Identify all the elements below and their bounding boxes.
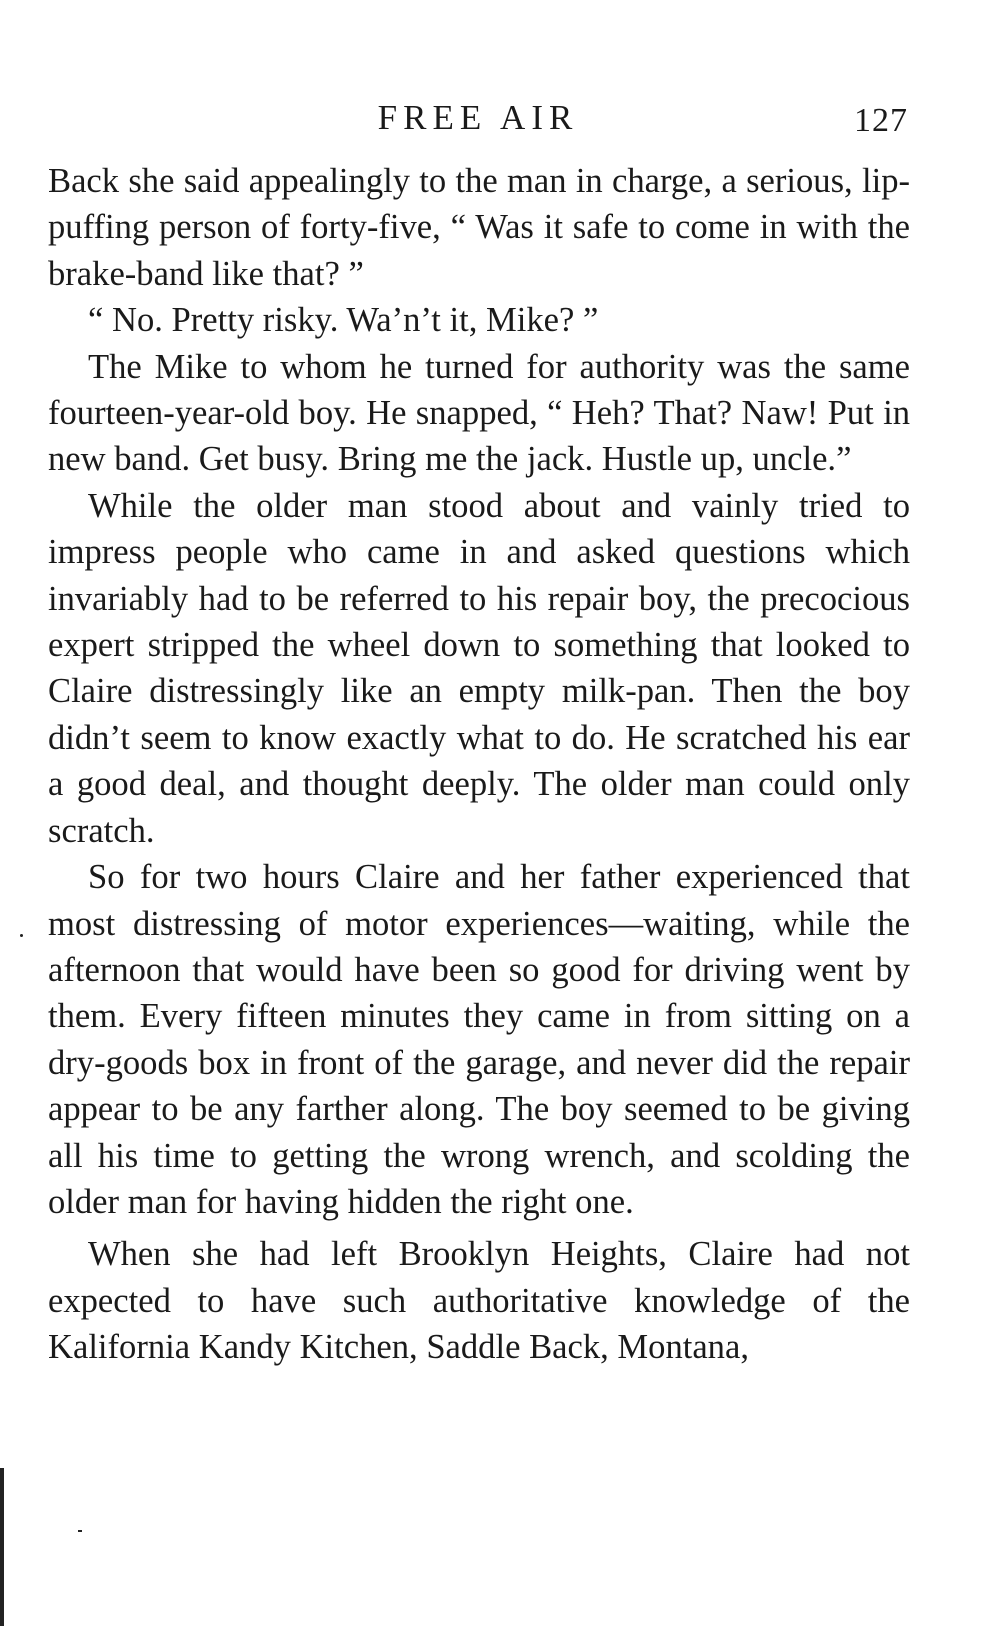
- paragraph: While the older man stood about and vainly tried to impress people who came in and asked questions which invariably had to be referred to his repair boy, the precocious expert stripped the wheel down to something that looked to Claire distressingly like an empty milk-pan. Then the boy didn’t seem to know exactly what to do. He scratched his ear a good deal, and thought deeply. The older man could only scratch.: [48, 486, 910, 850]
- scan-speck: [20, 934, 23, 937]
- running-title: FREE AIR: [377, 98, 579, 137]
- paragraph: “ No. Pretty risky. Wa’n’t it, Mike? ”: [88, 301, 599, 340]
- paragraph: The Mike to whom he turned for authority was the same fourteen-year-old boy. He snapped, “ Heh? That? Naw! Put in new band. Get busy. Bring me the jack. Hustle up, uncle.”: [48, 347, 910, 479]
- scan-speck: [78, 1530, 82, 1532]
- scan-edge-mark: [0, 1468, 4, 1626]
- page-header: [48, 98, 908, 142]
- body-text: [48, 158, 910, 1371]
- paragraph: So for two hours Claire and her father experienced that most distressing of motor experiences—waiting, while the afternoon that would have been so good for driving went by them. Every fifteen minutes they came in from sitting on a dry-goods box in front of the garage, and never did the repair appear to be any farther along. The boy seemed to be giving all his time to getting the wrong wrench, and scolding the older man for having hidden the right one.: [48, 858, 910, 1221]
- paragraph: When she had left Brooklyn Heights, Claire had not expected to have such authoritative knowledge of the Kalifornia Kandy Kitchen, Saddle Back, Montana,: [48, 1235, 910, 1367]
- page-number: 127: [854, 102, 908, 139]
- paragraph: Back she said appealingly to the man in charge, a serious, lip-puffing person of forty-five, “ Was it safe to come in with the brake-band like that? ”: [48, 162, 910, 293]
